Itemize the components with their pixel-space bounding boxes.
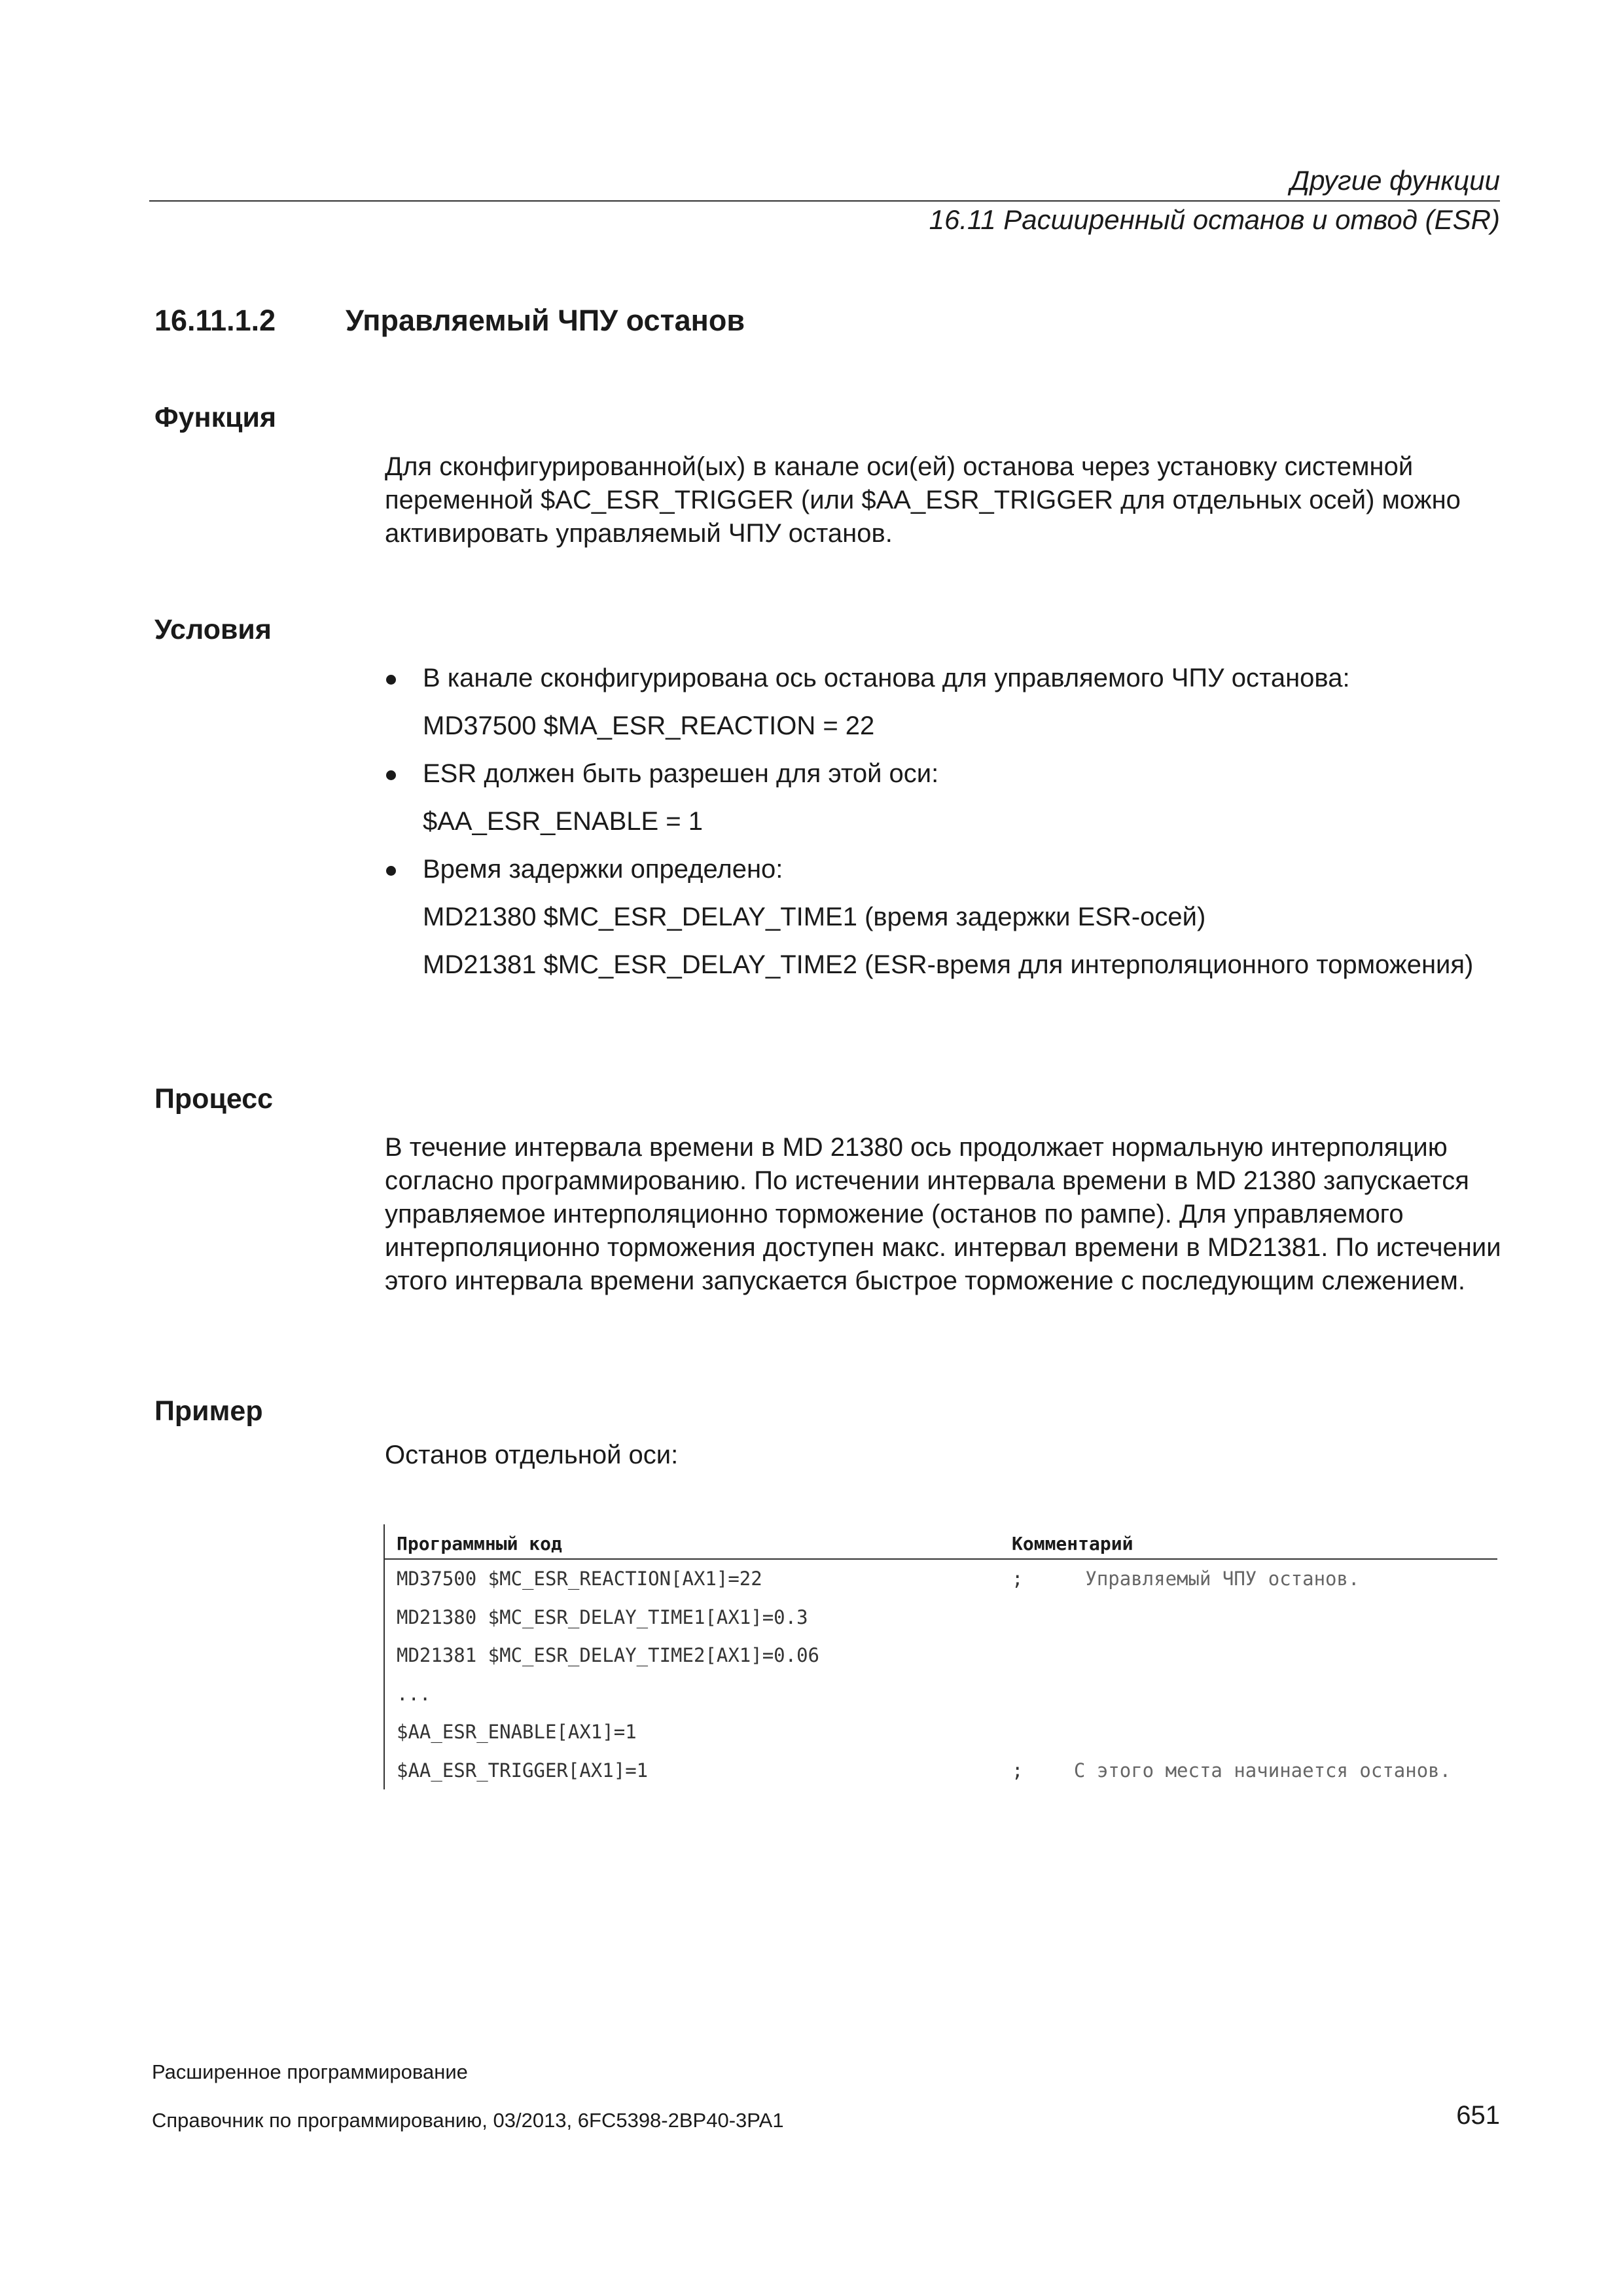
code-cell: MD21381 $MC_ESR_DELAY_TIME2[AX1]=0.06 bbox=[397, 1644, 820, 1667]
condition-sub: MD21380 $MC_ESR_DELAY_TIME1 (время задержки ESR-осей) bbox=[423, 903, 1206, 931]
semicolon-cell bbox=[1012, 1598, 1051, 1637]
conditions-heading: Условия bbox=[154, 614, 272, 645]
list-item bbox=[385, 662, 1510, 743]
semicolon-cell: ; bbox=[1012, 1568, 1024, 1590]
condition-text: В канале сконфигурирована ось останова для управляемого ЧПУ останова: bbox=[423, 664, 1350, 692]
example-heading: Пример bbox=[154, 1395, 263, 1427]
table-row bbox=[384, 1598, 1497, 1637]
col-code-header: Программный код bbox=[384, 1524, 1012, 1559]
condition-sub: MD37500 $MA_ESR_REACTION = 22 bbox=[423, 711, 875, 740]
footer-reference: Справочник по программированию, 03/2013, 6FC5398-2BP40-3PA1 bbox=[152, 2109, 784, 2132]
function-text bbox=[385, 450, 1510, 550]
footer-title: Расширенное программирование bbox=[152, 2060, 468, 2083]
comment-cell bbox=[1051, 1713, 1497, 1751]
comment-cell bbox=[1051, 1675, 1497, 1713]
list-item bbox=[385, 853, 1510, 982]
condition-text: ESR должен быть разрешен для этой оси: bbox=[423, 759, 939, 788]
bullet-icon bbox=[386, 675, 396, 685]
conditions-list bbox=[385, 662, 1510, 982]
list-item bbox=[385, 757, 1510, 838]
table-row bbox=[384, 1675, 1497, 1713]
table-row bbox=[384, 1751, 1497, 1790]
semicolon-cell: ; bbox=[1012, 1759, 1024, 1782]
bullet-icon bbox=[386, 866, 396, 876]
code-cell: MD21380 $MC_ESR_DELAY_TIME1[AX1]=0.3 bbox=[397, 1605, 808, 1628]
table-row bbox=[384, 1559, 1497, 1598]
code-table bbox=[383, 1524, 1497, 1789]
process-heading: Процесс bbox=[154, 1083, 274, 1115]
semicolon-cell bbox=[1012, 1675, 1051, 1713]
table-header-row bbox=[384, 1524, 1497, 1559]
function-heading: Функция bbox=[154, 402, 277, 433]
semicolon-cell bbox=[1012, 1636, 1051, 1675]
section-title: Управляемый ЧПУ останов bbox=[346, 304, 745, 337]
code-cell: ... bbox=[397, 1682, 431, 1705]
condition-sub: $AA_ESR_ENABLE = 1 bbox=[423, 807, 704, 836]
process-paragraph: В течение интервала времени в MD 21380 ось продолжает нормальную интерполяцию согласно программированию. По истечении интервала времени в MD 21380 запускается управляемое интерполяционно торможение (останов по рампе). Для управляемого интерполяционно торможения доступен макс. интервал времени в MD21381. По истечении этого интервала времени запускается быстрое торможение с последующим слежением. bbox=[385, 1133, 1501, 1295]
header-section: 16.11 Расширенный останов и отвод (ESR) bbox=[929, 204, 1500, 235]
bullet-icon bbox=[386, 770, 396, 780]
condition-text: Время задержки определено: bbox=[423, 855, 783, 884]
comment-cell bbox=[1051, 1636, 1497, 1675]
header-rule bbox=[149, 200, 1500, 202]
comment-cell bbox=[1051, 1598, 1497, 1637]
header-chapter: Другие функции bbox=[1290, 165, 1500, 196]
col-comment-header bbox=[1012, 1524, 1497, 1559]
code-cell: $AA_ESR_ENABLE[AX1]=1 bbox=[397, 1721, 637, 1744]
function-paragraph: Для сконфигурированной(ых) в канале оси(ей) останова через установку системной переменной $AC_ESR_TRIGGER (или $AA_ESR_TRIGGER для отдельных осей) можно активировать управляемый ЧПУ останов. bbox=[385, 452, 1461, 548]
table-row bbox=[384, 1636, 1497, 1675]
page-number: 651 bbox=[1456, 2101, 1500, 2130]
condition-sub: MD21381 $MC_ESR_DELAY_TIME2 (ESR-время для интерполяционного торможения) bbox=[423, 950, 1474, 979]
col-comment-label: Комментарий bbox=[1012, 1533, 1133, 1554]
code-cell: MD37500 $MC_ESR_REACTION[AX1]=22 bbox=[397, 1568, 762, 1590]
semicolon-cell bbox=[1012, 1713, 1051, 1751]
comment-cell: С этого места начинается останов. bbox=[1051, 1759, 1452, 1782]
code-cell: $AA_ESR_TRIGGER[AX1]=1 bbox=[397, 1759, 649, 1782]
comment-cell: Управляемый ЧПУ останов. bbox=[1051, 1568, 1360, 1590]
section-number: 16.11.1.2 bbox=[154, 304, 276, 337]
process-text bbox=[385, 1131, 1510, 1298]
table-row bbox=[384, 1713, 1497, 1751]
example-intro: Останов отдельной оси: bbox=[385, 1441, 679, 1469]
